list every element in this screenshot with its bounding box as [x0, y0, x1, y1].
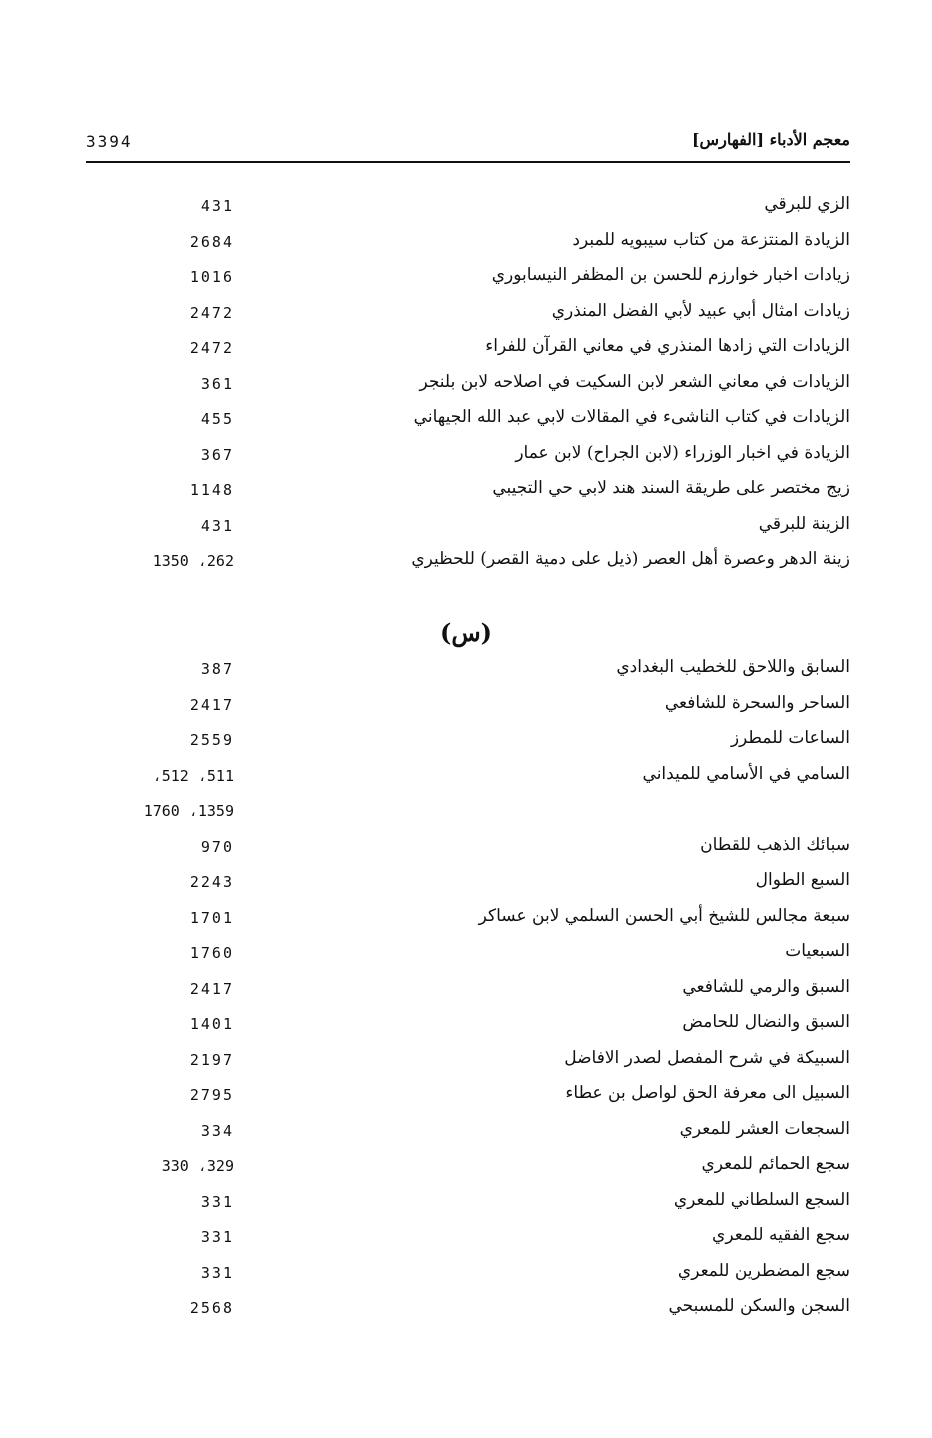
- entry-title: زينة الدهر وعصرة أهل العصر (ذيل على دمية القصر) للحظيري: [411, 549, 850, 569]
- index-entry: [0, 973, 932, 1009]
- entry-pages: 2417: [189, 695, 234, 714]
- entry-title: سبائك الذهب للقطان: [700, 834, 850, 855]
- entry-pages: 1760: [189, 944, 234, 962]
- entry-pages: 2417: [189, 979, 234, 998]
- index-entry: [0, 653, 932, 689]
- entry-pages: 2472: [189, 339, 234, 357]
- index-entry: [0, 1115, 932, 1151]
- entry-pages: 2568: [189, 1299, 234, 1317]
- index-entry: [0, 368, 932, 404]
- entry-title: الساحر والسحرة للشافعي: [664, 692, 850, 713]
- index-section-sin: [0, 653, 932, 1328]
- entry-title: السبعيات: [785, 941, 850, 961]
- entry-pages: 262، 1350: [152, 552, 234, 570]
- index-section-zay: [0, 190, 932, 581]
- entry-pages: 2243: [189, 873, 234, 891]
- index-entry: [0, 937, 932, 973]
- entry-title: السجعات العشر للمعري: [679, 1118, 850, 1139]
- entry-title: السبع الطوال: [755, 870, 850, 890]
- index-entry: [0, 226, 932, 262]
- index-entry: [0, 902, 932, 938]
- entry-title: السجن والسكن للمسبحي: [668, 1296, 850, 1316]
- entry-pages: 2197: [189, 1050, 234, 1069]
- entry-title: السبيل الى معرفة الحق لواصل بن عطاء: [565, 1083, 850, 1103]
- entry-pages: 1701: [189, 908, 234, 927]
- index-entry: [0, 332, 932, 368]
- entry-title: سبعة مجالس للشيخ أبي الحسن السلمي لابن عساكر: [478, 905, 850, 926]
- entry-pages: 431: [200, 516, 234, 535]
- entry-pages: 367: [200, 445, 234, 464]
- entry-pages: 1359، 1760: [143, 802, 234, 820]
- page-number: 3394: [86, 132, 133, 151]
- entry-title: سجع المضطرين للمعري: [677, 1260, 850, 1281]
- entry-pages: 331: [200, 1228, 234, 1246]
- entry-title: السبيكة في شرح المفصل لصدر الافاضل: [564, 1047, 850, 1068]
- index-entry: [0, 724, 932, 760]
- index-entry: [0, 1221, 932, 1257]
- entry-title: زيادات اخبار خوارزم للحسن بن المظفر النيسابوري: [491, 265, 850, 285]
- index-entry: [0, 1292, 932, 1328]
- entry-pages: 455: [200, 410, 234, 428]
- entry-title: الزيادة في اخبار الوزراء (لابن الجراح) لابن عمار: [515, 442, 850, 463]
- index-entry: [0, 866, 932, 902]
- running-title: معجم الأدباء [الفهارس]: [691, 130, 850, 149]
- entry-pages: 1148: [189, 481, 234, 499]
- entry-title: زيادات امثال أبي عبيد لأبي الفضل المنذري: [551, 300, 850, 321]
- entry-pages: 329، 330: [161, 1157, 234, 1175]
- entry-pages: 2472: [189, 303, 234, 322]
- entry-pages: 2795: [189, 1086, 234, 1104]
- entry-title: الساعات للمطرز: [730, 728, 850, 748]
- entry-title: الزينة للبرقي: [758, 513, 850, 534]
- entry-pages: 331: [200, 1192, 234, 1211]
- entry-pages: 387: [200, 660, 234, 678]
- entry-title: سجع الحمائم للمعري: [701, 1154, 850, 1174]
- entry-title: السابق واللاحق للخطيب البغدادي: [616, 657, 850, 677]
- entry-pages: 511، 512،: [152, 766, 234, 785]
- index-entry: [0, 1079, 932, 1115]
- index-entry: [0, 403, 932, 439]
- entry-title: الزيادات في كتاب الناشىء في المقالات لابي عبد الله الجيهاني: [413, 407, 850, 427]
- entry-title: سجع الفقيه للمعري: [712, 1225, 850, 1245]
- entry-pages: 331: [200, 1263, 234, 1282]
- entry-pages: 1401: [189, 1015, 234, 1033]
- index-entry: [0, 689, 932, 725]
- entry-pages: 970: [200, 837, 234, 856]
- entry-title: السبق والنضال للحامض: [682, 1012, 850, 1032]
- index-entry: [0, 1008, 932, 1044]
- entry-title: زيج مختصر على طريقة السند هند لابي حي التجيبي: [492, 478, 850, 498]
- entry-title: الزيادات في معاني الشعر لابن السكيت في اصلاحه لابن بلنجر: [419, 371, 850, 392]
- index-entry: [0, 261, 932, 297]
- header-rule: [86, 161, 850, 163]
- index-entry: [0, 297, 932, 333]
- entry-pages: 2684: [189, 232, 234, 251]
- entry-title: السجع السلطاني للمعري: [673, 1189, 850, 1210]
- entry-pages: 2559: [189, 731, 234, 749]
- entry-title: السامي في الأسامي للميداني: [642, 763, 850, 784]
- index-entry: [0, 474, 932, 510]
- entry-pages: 334: [200, 1121, 234, 1140]
- index-entry: [0, 1257, 932, 1293]
- index-entry: [0, 190, 932, 226]
- index-entry: [0, 1186, 932, 1222]
- section-letter-heading: (س): [439, 618, 492, 647]
- index-entry: [0, 760, 932, 796]
- page-header: [86, 128, 850, 160]
- index-entry: [0, 795, 932, 831]
- index-entry: [0, 545, 932, 581]
- entry-title: السبق والرمي للشافعي: [682, 976, 850, 997]
- entry-title: الزيادات التي زادها المنذري في معاني القرآن للفراء: [485, 336, 850, 356]
- entry-title: الزيادة المنتزعة من كتاب سيبويه للمبرد: [572, 229, 850, 250]
- index-entry: [0, 510, 932, 546]
- entry-title: الزي للبرقي: [764, 194, 850, 214]
- entry-pages: 431: [200, 197, 234, 215]
- index-entry: [0, 1150, 932, 1186]
- index-entry: [0, 1044, 932, 1080]
- entry-pages: 1016: [189, 268, 234, 286]
- index-entry: [0, 439, 932, 475]
- entry-pages: 361: [200, 374, 234, 393]
- index-entry: [0, 831, 932, 867]
